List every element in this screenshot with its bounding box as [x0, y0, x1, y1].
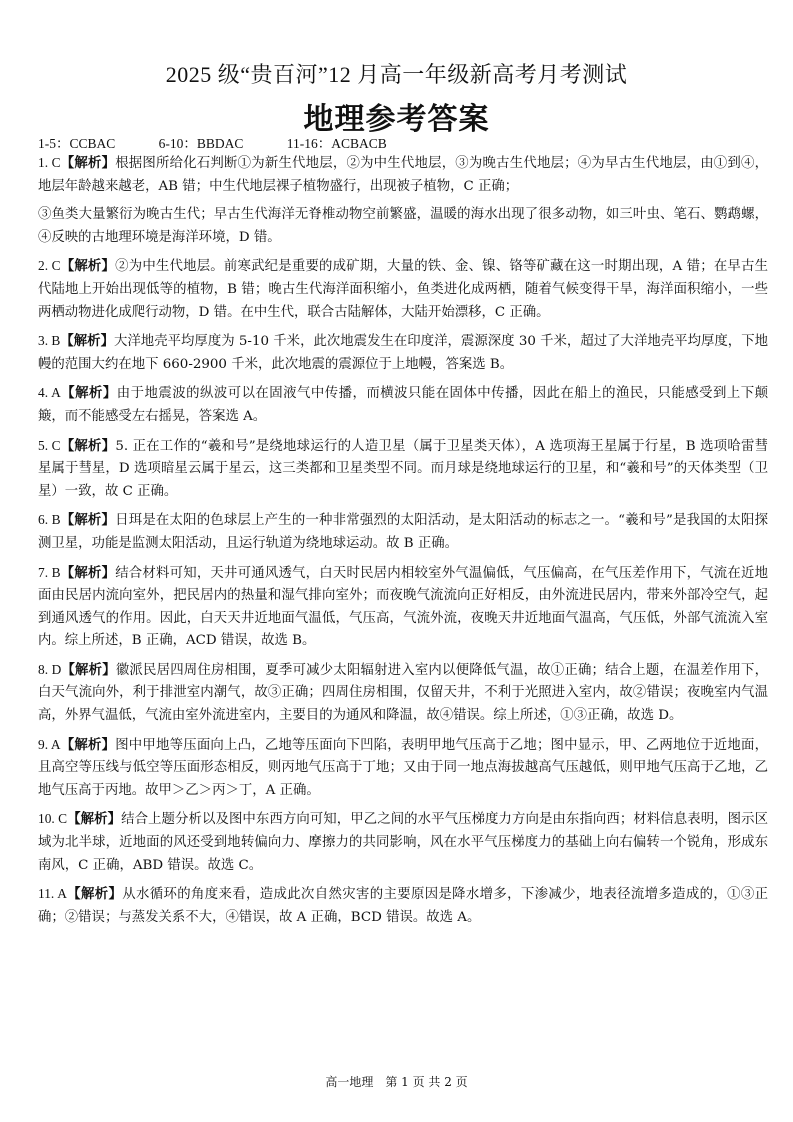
explanation-item [38, 734, 768, 803]
item-tag: 【解析】 [66, 886, 123, 903]
explanation-item [38, 562, 768, 653]
item-number: 7. B [38, 564, 61, 580]
item-text: 图中甲地等压面向上凸，乙地等压面向下凹陷，表明甲地气压高于乙地；图中显示，甲、乙两地位于近地面，且高空等压线与低空等压面形态相反，则丙地气压高于丁地；又由于同一地点海拔越高气压越低，则甲地气压高于乙地，乙地气压高于丙地。故甲＞乙＞丙＞丁，A 正确。 [38, 737, 769, 798]
item-tag: 【解析】 [60, 736, 116, 753]
explanation-item [38, 435, 768, 504]
page-footer: 高一地理 第 1 页 共 2 页 [325, 1075, 468, 1089]
item-text: 由于地震波的纵波可以在固液气中传播，而横波只能在固体中传播，因此在船上的渔民，只能感受到上下颠簸，而不能感受左右摇晃，答案选 A。 [38, 386, 769, 424]
item-number: 2. C [38, 258, 61, 274]
item-number: 1. C [38, 155, 61, 170]
item-tag: 【解析】 [60, 437, 116, 454]
item-text: 徽派民居四周住房相围，夏季可减少太阳辐射进入室内以便降低气温，故①正确；结合上题，在温差作用下，白天气流向外，利于排泄室内潮气，故③正确；四周住房相围，仅留天井，不利于光照进入室内，故②错误；夜晚室内气温高，外界气温低，气流由室外流进室内，主要目的为通风和降温，故④错误。综上所述，①③正确，故选 D。 [38, 662, 769, 724]
explanation-item [38, 204, 768, 249]
item-tag: 【解析】 [60, 155, 116, 171]
item-text: ②为中生代地层。前寒武纪是重要的成矿期，大量的铁、金、镍、铬等矿藏在这一时期出现，A 错；在早古生代陆地上开始出现低等的植物，B 错；晚古生代海洋面积缩小，鱼类进化成两栖，随着气候变得干旱，海洋面积缩小，一些两栖动物进化成爬行动物，D 错。在中生代，联合古陆解体，大陆开始漂移，C 正确。 [38, 259, 768, 320]
item-tag: 【解析】 [60, 385, 117, 402]
item-number: 4. A [38, 385, 61, 401]
item-number: 5. C [38, 437, 61, 453]
item-number: 6. B [38, 512, 61, 528]
item-number: 3. B [38, 333, 61, 349]
item-tag: 【解析】 [60, 333, 114, 350]
answer-key-6-10: 6-10：BBDAC [158, 136, 244, 151]
item-text: 从水循环的角度来看，造成此次自然灾害的主要原因是降水增多，下渗减少，地表径流增多造成的，①③正确；②错误；与蒸发关系不大，④错误，故 A 正确，BCD 错误。故选 A。 [38, 887, 769, 925]
item-tag: 【解析】 [60, 564, 116, 581]
explanation-item [38, 382, 768, 428]
exam-title: 2025 级“贵百河”12 月高一年级新高考月考测试 [165, 62, 628, 87]
item-text: 根据图所给化石判断①为新生代地层，②为中生代地层，③为晚古生代地层；④为早古生代地层，由①到④， 地层年龄越来越老，AB 错；中生代地层裸子植物盛行，出现被子植物，C 正确； [38, 156, 769, 194]
subject-title: 地理参考答案 [303, 102, 490, 137]
item-text: 结合材料可知，天井可通风透气，白天时民居内相较室外气温偏低，气压偏高，在气压差作用下，气流在近地面由民居内流向室外，把民居内的热量和湿气排向室外；而夜晚气流流向正好相反，由外流进民居内，带来外部冷空气，起到通风透气的作用。因此，白天天井近地面气温低，气压高，气流外流，夜晚天井近地面气温高，气压低，外部气流流入室内。综上所述，B 正确，ACD 错误，故选 B。 [38, 565, 769, 649]
explanation-item [38, 255, 768, 324]
explanation-item [38, 330, 768, 376]
item-tag: 【解析】 [67, 811, 122, 828]
answer-key [38, 132, 427, 152]
explanation-item [38, 659, 768, 728]
item-number: 8. D [38, 661, 62, 677]
item-tag: 【解析】 [60, 512, 116, 529]
item-text: 结合上题分析以及图中东西方向可知，甲乙之间的水平气压梯度力方向是由东指向西；材料信息表明，图示区域为北半球，近地面的风还受到地转偏向力、摩擦力的共同影响，风在水平气压梯度力的基础上向右偏转一个锐角，形成东南风，C 正确，ABD 错误。故选 C。 [38, 812, 769, 873]
explanation-item [38, 808, 768, 877]
explanations [38, 152, 768, 935]
answer-key-11-16: 11-16：ACBACB [286, 136, 387, 151]
item-number: 11. A [38, 886, 67, 902]
explanation-item [38, 152, 768, 198]
item-tag: 【解析】 [61, 661, 116, 678]
item-text: 5. 正在工作的“羲和号”是绕地球运行的人造卫星（属于卫星类天体），A 选项海王星属于行星，B 选项哈雷彗星属于彗星，D 选项暗星云属于星云，这三类都和卫星类型不同。而月球是绕地球运行的卫星，和“羲和号”的天体类型（卫星）一致，故 C 正确。 [38, 438, 769, 499]
item-number: 10. C [38, 811, 68, 827]
explanation-item [38, 883, 768, 929]
item-number: 9. A [38, 736, 61, 752]
item-text: ③鱼类大量繁衍为晚古生代；早古生代海洋无脊椎动物空前繁盛，温暖的海水出现了很多动物，如三叶虫、笔石、鹦鹉螺，④反映的古地理环境是海洋环境，D 错。 [38, 207, 768, 245]
item-text: 日珥是在太阳的色球层上产生的一种非常强烈的太阳活动，是太阳活动的标志之一。“羲和号”是我国的太阳探测卫星，功能是监测太阳活动，且运行轨道为绕地球运动。故 B 正确。 [38, 513, 768, 551]
answer-key-1-5: 1-5：CCBAC [38, 136, 116, 151]
item-tag: 【解析】 [60, 258, 116, 275]
explanation-item [38, 509, 768, 555]
item-text: 大洋地壳平均厚度为 5-10 千米，此次地震发生在印度洋，震源深度 30 千米，超过了大洋地壳平均厚度，下地幔的范围大约在地下 660-2900 千米，此次地震的震源位于上地幔，答案选 B。 [38, 334, 768, 372]
